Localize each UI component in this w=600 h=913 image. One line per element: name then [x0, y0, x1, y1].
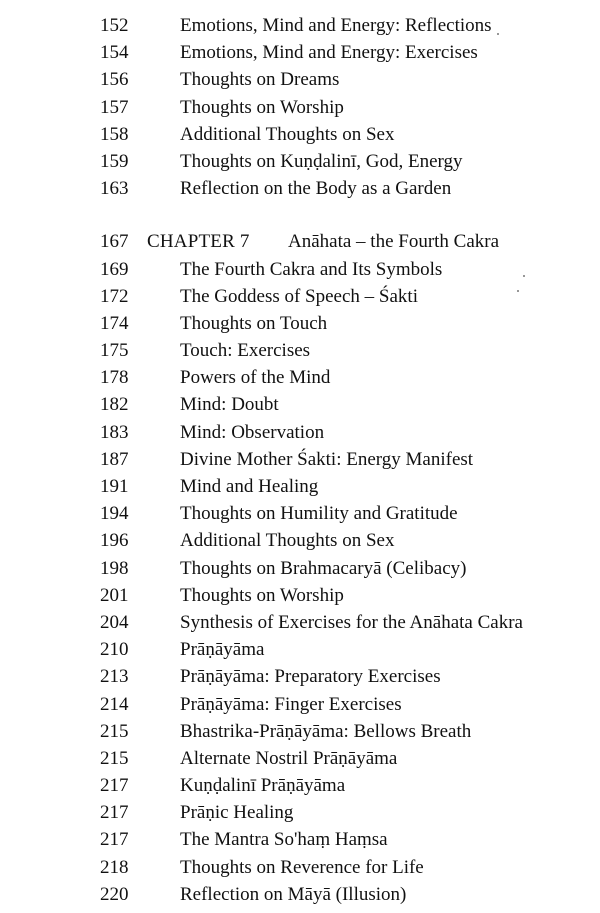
toc-entry-title: Thoughts on Kuṇḍalinī, God, Energy: [180, 150, 463, 172]
toc-entry: [0, 391, 600, 418]
toc-entry-title: Thoughts on Reverence for Life: [180, 856, 424, 878]
toc-entry-title: Divine Mother Śakti: Energy Manifest: [180, 448, 474, 470]
toc-entry: [0, 94, 600, 121]
toc-page-number: 196: [100, 530, 129, 552]
toc-page-number: 217: [100, 802, 129, 824]
toc-entry-title: Emotions, Mind and Energy: Exercises: [180, 42, 478, 64]
toc-entry: [0, 39, 600, 66]
toc-entry-title: Thoughts on Humility and Gratitude: [180, 503, 458, 525]
toc-entry-title: The Fourth Cakra and Its Symbols: [180, 258, 443, 280]
toc-entry-title: Reflection on the Body as a Garden: [180, 178, 452, 200]
toc-page-number: 210: [100, 639, 129, 661]
toc-entry: [0, 881, 600, 908]
toc-entry-title: Bhastrika-Prāṇāyāma: Bellows Breath: [180, 720, 472, 742]
toc-page-number: 154: [100, 42, 129, 64]
chapter-heading: [0, 228, 600, 255]
toc-entry: [0, 527, 600, 554]
toc-page-number: 152: [100, 15, 129, 36]
toc-page-number: 194: [100, 503, 129, 525]
toc-entry: [0, 310, 600, 337]
toc-page-number: 198: [100, 557, 129, 579]
toc-entry: [0, 636, 600, 663]
toc-entry-title: Prāṇic Healing: [180, 802, 294, 824]
toc-page-number: 201: [100, 584, 129, 606]
toc-page-number: 214: [100, 693, 129, 715]
toc-page-number: 218: [100, 856, 129, 878]
toc-entry: [0, 500, 600, 527]
toc-entry: [0, 121, 600, 148]
toc-entry-title: Additional Thoughts on Sex: [180, 123, 395, 145]
toc-entry-title: The Mantra So'haṃ Haṃsa: [180, 829, 388, 851]
toc-entry-title: Thoughts on Worship: [180, 584, 344, 606]
toc-entry-title: Thoughts on Dreams: [180, 69, 340, 91]
toc-entry: [0, 66, 600, 93]
toc-page-number: 215: [100, 747, 129, 769]
toc-page-number: 158: [100, 123, 129, 145]
toc-entry-title: Thoughts on Worship: [180, 96, 344, 118]
toc-entry-title: Mind: Doubt: [180, 394, 279, 416]
table-of-contents: [0, 12, 600, 908]
toc-entry-title: Synthesis of Exercises for the Anāhata Cakra: [180, 611, 523, 633]
toc-entry: [0, 663, 600, 690]
section-gap: [0, 202, 600, 228]
toc-entry: [0, 609, 600, 636]
toc-entry: [0, 799, 600, 826]
toc-page-number: 159: [100, 150, 129, 172]
toc-page-number: 217: [100, 775, 129, 797]
toc-section-after: [0, 256, 600, 909]
chapter-label: CHAPTER 7: [147, 231, 250, 253]
toc-page-number: 178: [100, 367, 129, 389]
toc-entry: [0, 826, 600, 853]
print-speck: [497, 33, 499, 35]
toc-entry-title: Emotions, Mind and Energy: Reflections: [180, 15, 492, 36]
toc-entry: [0, 148, 600, 175]
toc-page-number: 217: [100, 829, 129, 851]
toc-entry: [0, 582, 600, 609]
toc-page-number: 215: [100, 720, 129, 742]
toc-entry-title: Mind: Observation: [180, 421, 325, 443]
chapter-title: Anāhata – the Fourth Cakra: [288, 231, 500, 253]
toc-entry-title: Touch: Exercises: [180, 340, 311, 362]
toc-page-number: 174: [100, 312, 129, 334]
toc-entry: [0, 446, 600, 473]
toc-entry: [0, 283, 600, 310]
toc-page-number: 157: [100, 96, 129, 118]
toc-page-number: 191: [100, 476, 129, 497]
toc-page-number: 172: [100, 285, 129, 307]
toc-entry-title: Prāṇāyāma: Preparatory Exercises: [180, 666, 441, 688]
toc-section-before: [0, 12, 600, 202]
toc-entry-title: Mind and Healing: [180, 476, 319, 497]
print-speck: [523, 275, 525, 277]
toc-entry-title: Kuṇḍalinī Prāṇāyāma: [180, 775, 346, 797]
toc-entry: [0, 772, 600, 799]
toc-entry: [0, 337, 600, 364]
toc-entry: [0, 691, 600, 718]
toc-entry-title: Powers of the Mind: [180, 367, 331, 389]
toc-entry-title: Additional Thoughts on Sex: [180, 530, 395, 552]
toc-page-number: 175: [100, 340, 129, 362]
toc-entry: [0, 718, 600, 745]
toc-entry-title: Prāṇāyāma: Finger Exercises: [180, 693, 402, 715]
toc-page-number: 163: [100, 178, 129, 200]
toc-entry: [0, 364, 600, 391]
toc-entry-title: Thoughts on Touch: [180, 312, 328, 334]
toc-entry: [0, 473, 600, 500]
chapter-page-number: 167: [100, 231, 129, 253]
toc-page-number: 187: [100, 448, 129, 470]
toc-entry-title: The Goddess of Speech – Śakti: [180, 285, 418, 307]
print-speck: [517, 290, 519, 292]
toc-page-number: 182: [100, 394, 129, 416]
toc-page-number: 220: [100, 883, 129, 905]
toc-entry: [0, 256, 600, 283]
toc-entry: [0, 745, 600, 772]
toc-entry: [0, 12, 600, 39]
toc-page-number: 156: [100, 69, 129, 91]
toc-entry: [0, 854, 600, 881]
toc-entry: [0, 555, 600, 582]
toc-page-number: 213: [100, 666, 129, 688]
toc-entry: [0, 419, 600, 446]
toc-entry: [0, 175, 600, 202]
toc-page-number: 183: [100, 421, 129, 443]
toc-entry-title: Alternate Nostril Prāṇāyāma: [180, 747, 398, 769]
toc-entry-title: Prāṇāyāma: [180, 639, 265, 661]
toc-page-number: 169: [100, 258, 129, 280]
toc-entry-title: Thoughts on Brahmacaryā (Celibacy): [180, 557, 467, 579]
toc-page-number: 204: [100, 611, 129, 633]
toc-entry-title: Reflection on Māyā (Illusion): [180, 883, 407, 905]
